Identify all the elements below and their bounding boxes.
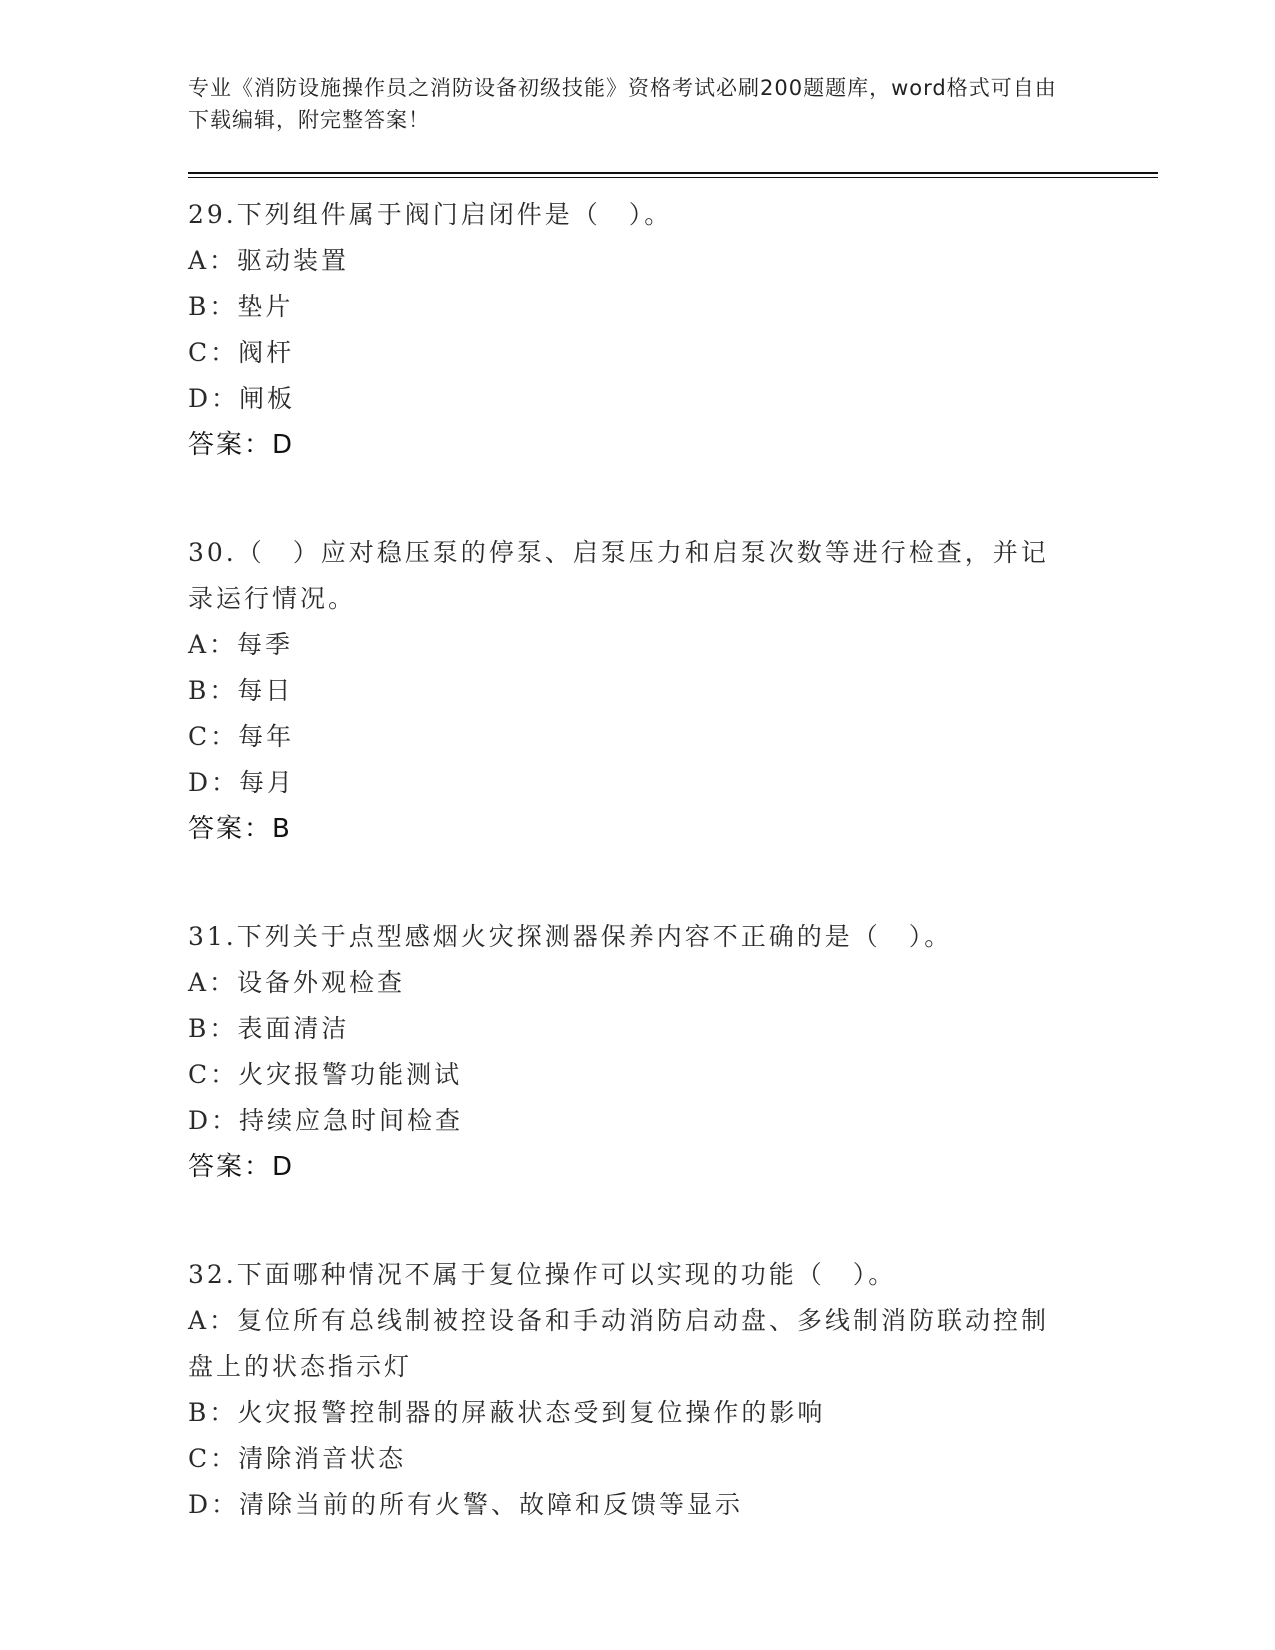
answer-value: D (272, 430, 295, 460)
answer-label: 答案： (188, 430, 273, 460)
option-d: D：闸板 (188, 384, 296, 413)
option-a: A：设备外观检查 (188, 968, 406, 997)
question-stem: 32.下面哪种情况不属于复位操作可以实现的功能（ ）。 (188, 1260, 897, 1289)
header-divider (188, 172, 1158, 178)
option-d: D：每月 (188, 768, 296, 797)
question-30 (188, 530, 1158, 852)
option-a: A：每季 (188, 630, 294, 659)
question-32 (188, 1252, 1158, 1528)
option-c: C：清除消音状态 (188, 1444, 407, 1473)
option-b: B：表面清洁 (188, 1014, 350, 1043)
question-31 (188, 914, 1158, 1190)
option-a: A：复位所有总线制被控设备和手动消防启动盘、多线制消防联动控制盘上的状态指示灯 (188, 1306, 1050, 1381)
option-d: D：清除当前的所有火警、故障和反馈等显示 (188, 1490, 744, 1519)
question-stem: 31.下列关于点型感烟火灾探测器保养内容不正确的是（ ）。 (188, 922, 953, 951)
option-a: A：驱动装置 (188, 246, 350, 275)
option-b: B：火灾报警控制器的屏蔽状态受到复位操作的影响 (188, 1398, 826, 1427)
question-stem: 30.（ ）应对稳压泵的停泵、启泵压力和启泵次数等进行检查，并记录运行情况。 (188, 538, 1049, 613)
document-header: 专业《消防设施操作员之消防设备初级技能》资格考试必刷200题题库，word格式可自由下载编辑，附完整答案！ (188, 76, 1057, 132)
answer-label: 答案： (188, 814, 273, 844)
answer-value: B (272, 814, 292, 844)
answer-line (188, 422, 1158, 468)
option-b: B：垫片 (188, 292, 294, 321)
question-stem: 29.下列组件属于阀门启闭件是（ ）。 (188, 200, 673, 229)
answer-line (188, 806, 1158, 852)
option-b: B：每日 (188, 676, 294, 705)
answer-line (188, 1144, 1158, 1190)
option-d: D：持续应急时间检查 (188, 1106, 464, 1135)
option-c: C：火灾报警功能测试 (188, 1060, 463, 1089)
question-29 (188, 192, 1158, 468)
answer-label: 答案： (188, 1152, 273, 1182)
option-c: C：每年 (188, 722, 295, 751)
document-page (188, 72, 1158, 1528)
answer-value: D (272, 1152, 295, 1182)
option-c: C：阀杆 (188, 338, 295, 367)
